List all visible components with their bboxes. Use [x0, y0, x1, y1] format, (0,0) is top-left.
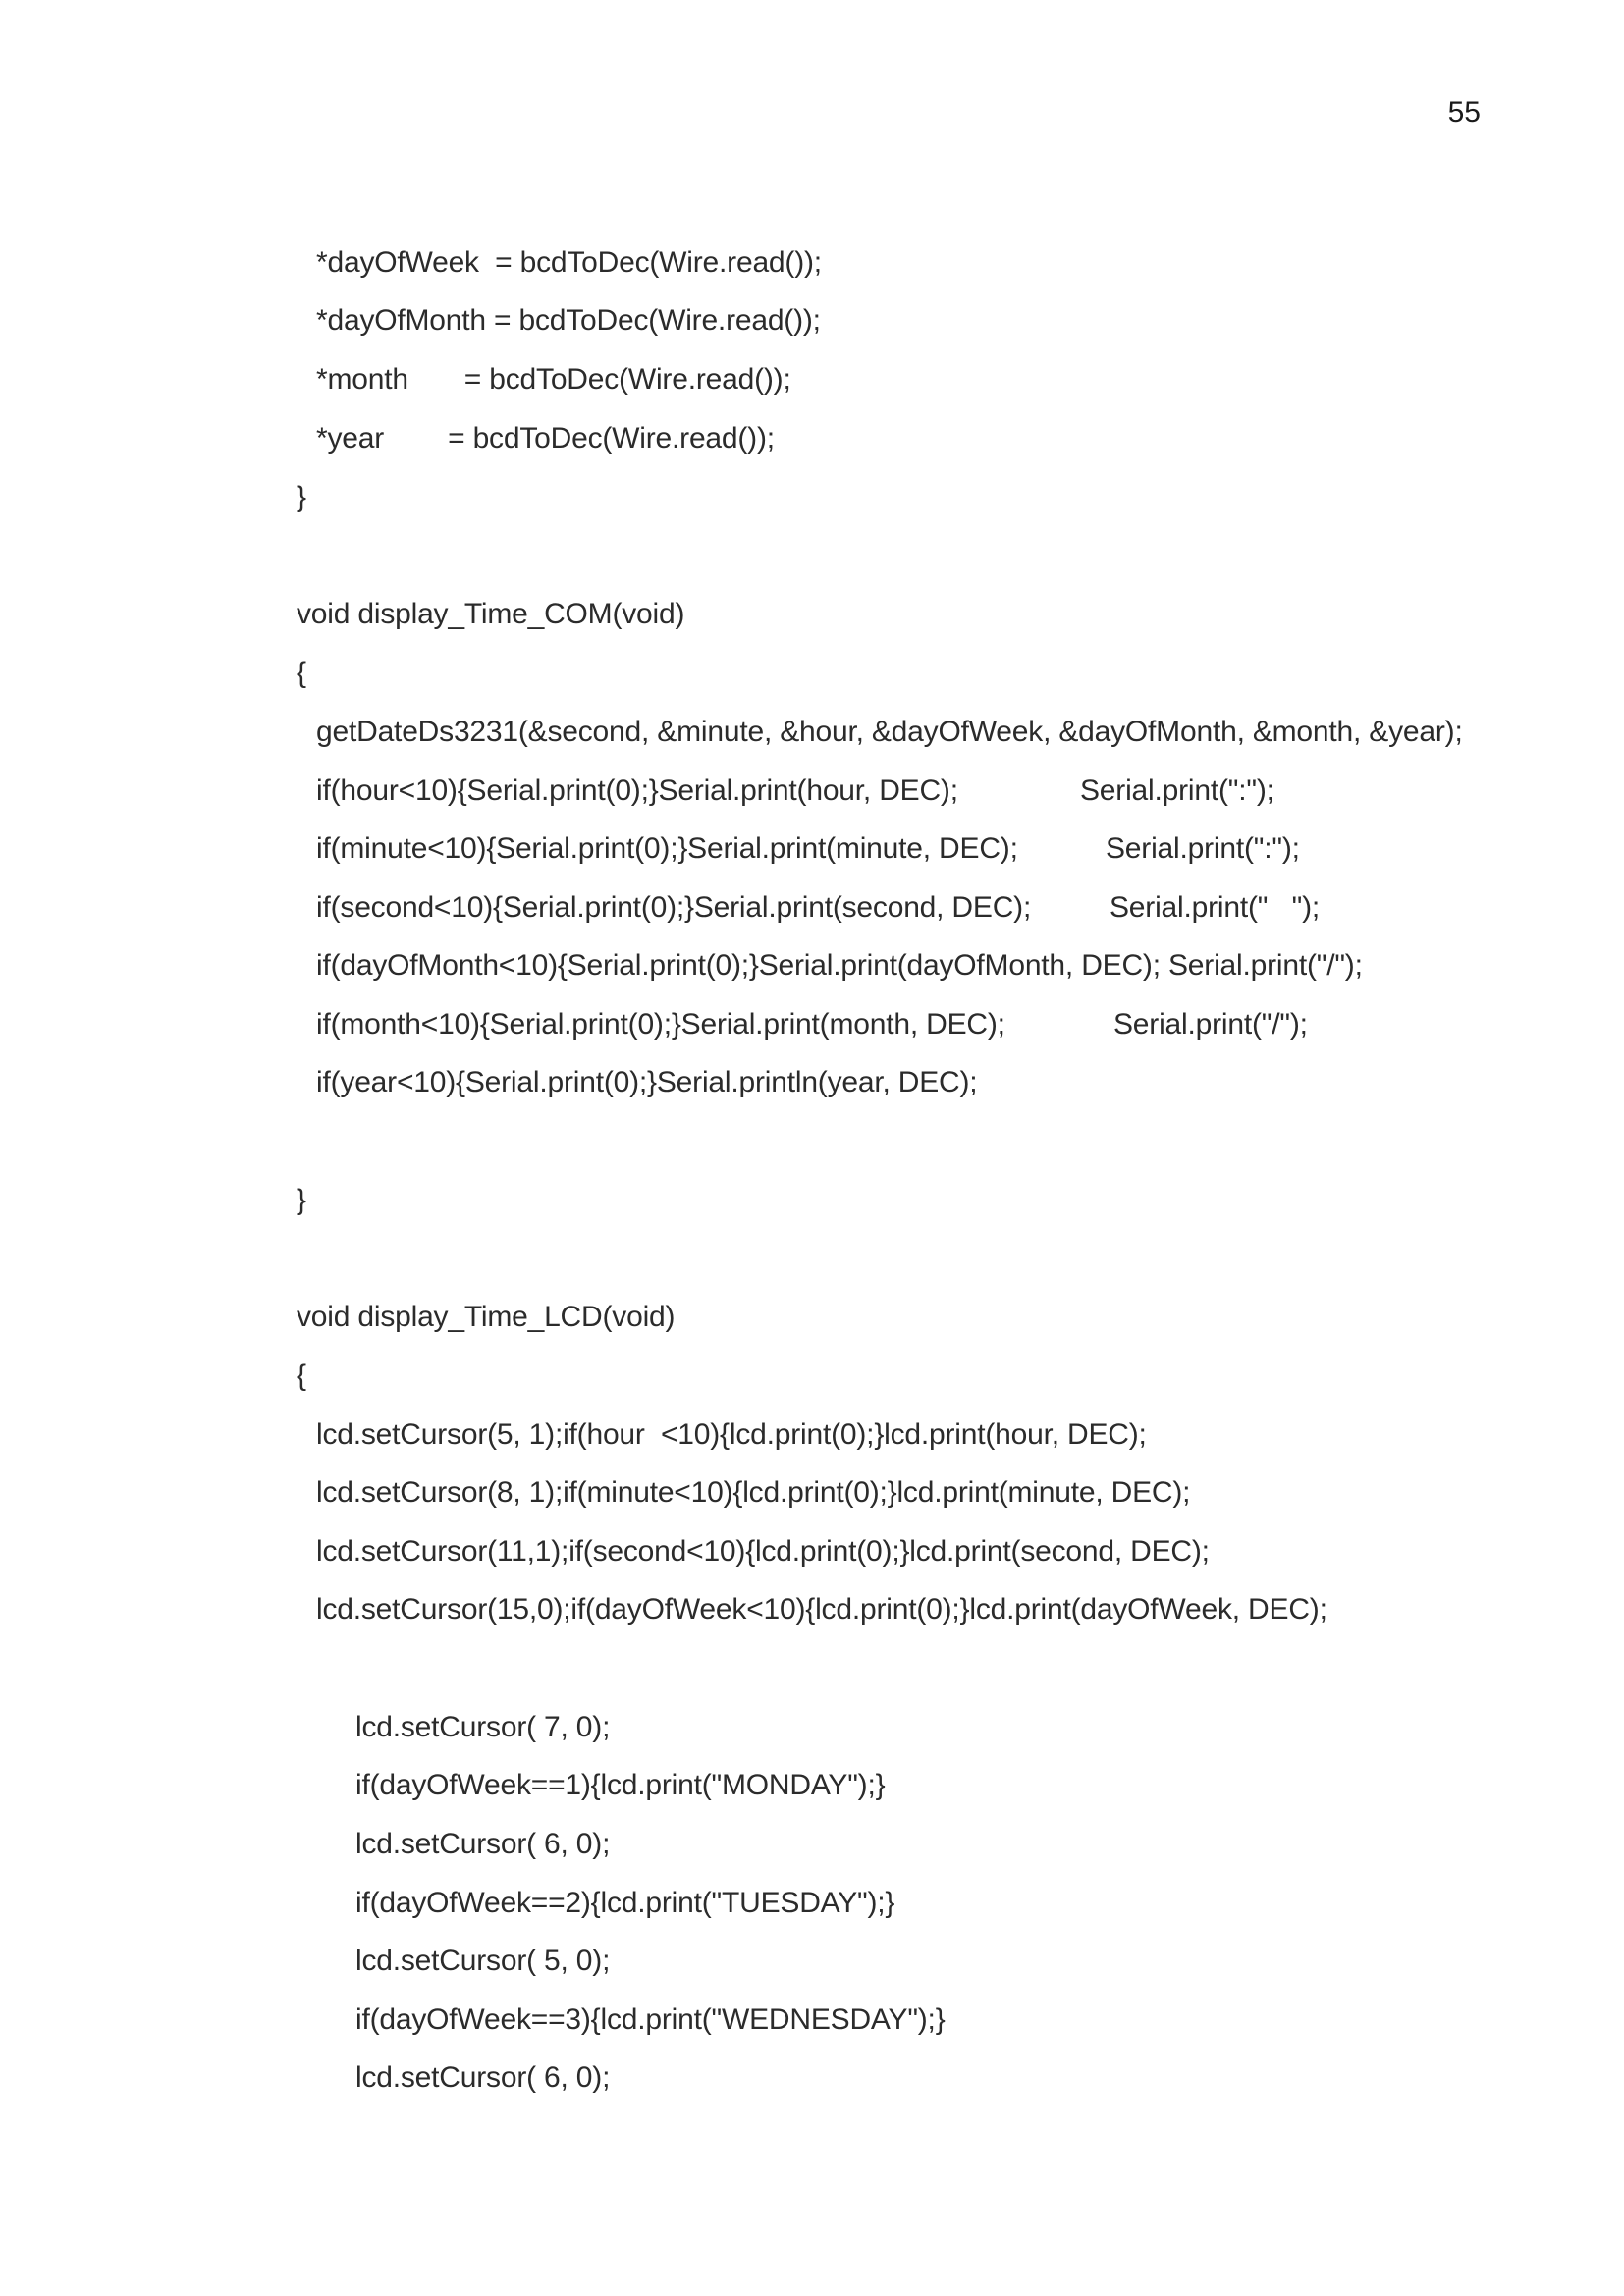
- code-line: *dayOfWeek = bcdToDec(Wire.read());: [316, 246, 822, 279]
- code-line: Serial.print(":");: [1106, 832, 1300, 865]
- code-line: Serial.print(" ");: [1110, 891, 1321, 924]
- code-line: lcd.setCursor( 6, 0);: [355, 1828, 611, 1860]
- code-line: if(dayOfWeek==1){lcd.print("MONDAY");}: [355, 1769, 886, 1801]
- code-line: lcd.setCursor( 6, 0);: [355, 2061, 611, 2094]
- code-line: void display_Time_LCD(void): [297, 1301, 676, 1333]
- code-line: if(dayOfMonth<10){Serial.print(0);}Serial.print(dayOfMonth, DEC); Serial.print("/");: [316, 949, 1363, 982]
- code-line: if(dayOfWeek==3){lcd.print("WEDNESDAY");}: [355, 2003, 946, 2036]
- code-line: Serial.print(":");: [1080, 774, 1274, 807]
- code-line: if(second<10){Serial.print(0);}Serial.print(second, DEC);: [316, 891, 1032, 924]
- code-line: *month = bcdToDec(Wire.read());: [316, 363, 791, 396]
- code-line: *year = bcdToDec(Wire.read());: [316, 422, 775, 454]
- code-line: lcd.setCursor( 5, 0);: [355, 1945, 611, 1977]
- code-line: lcd.setCursor( 7, 0);: [355, 1711, 611, 1743]
- code-line: if(hour<10){Serial.print(0);}Serial.print(hour, DEC);: [316, 774, 958, 807]
- code-line: lcd.setCursor(11,1);if(second<10){lcd.print(0);}lcd.print(second, DEC);: [316, 1535, 1210, 1568]
- code-line: }: [297, 481, 306, 513]
- code-line: *dayOfMonth = bcdToDec(Wire.read());: [316, 304, 821, 337]
- code-line: void display_Time_COM(void): [297, 598, 685, 630]
- code-line: Serial.print("/");: [1113, 1008, 1308, 1041]
- code-line: lcd.setCursor(5, 1);if(hour <10){lcd.print(0);}lcd.print(hour, DEC);: [316, 1418, 1147, 1451]
- code-line: }: [297, 1184, 306, 1216]
- page-number: 55: [1447, 96, 1481, 129]
- code-line: if(month<10){Serial.print(0);}Serial.print(month, DEC);: [316, 1008, 1005, 1041]
- code-line: if(year<10){Serial.print(0);}Serial.println(year, DEC);: [316, 1066, 978, 1098]
- code-line: lcd.setCursor(8, 1);if(minute<10){lcd.print(0);}lcd.print(minute, DEC);: [316, 1476, 1191, 1509]
- code-line: if(dayOfWeek==2){lcd.print("TUESDAY");}: [355, 1887, 895, 1919]
- code-line: {: [297, 1360, 306, 1392]
- code-line: {: [297, 657, 306, 689]
- code-line: if(minute<10){Serial.print(0);}Serial.print(minute, DEC);: [316, 832, 1018, 865]
- code-line: lcd.setCursor(15,0);if(dayOfWeek<10){lcd.print(0);}lcd.print(dayOfWeek, DEC);: [316, 1593, 1327, 1626]
- code-line: getDateDs3231(&second, &minute, &hour, &dayOfWeek, &dayOfMonth, &month, &year);: [316, 716, 1463, 748]
